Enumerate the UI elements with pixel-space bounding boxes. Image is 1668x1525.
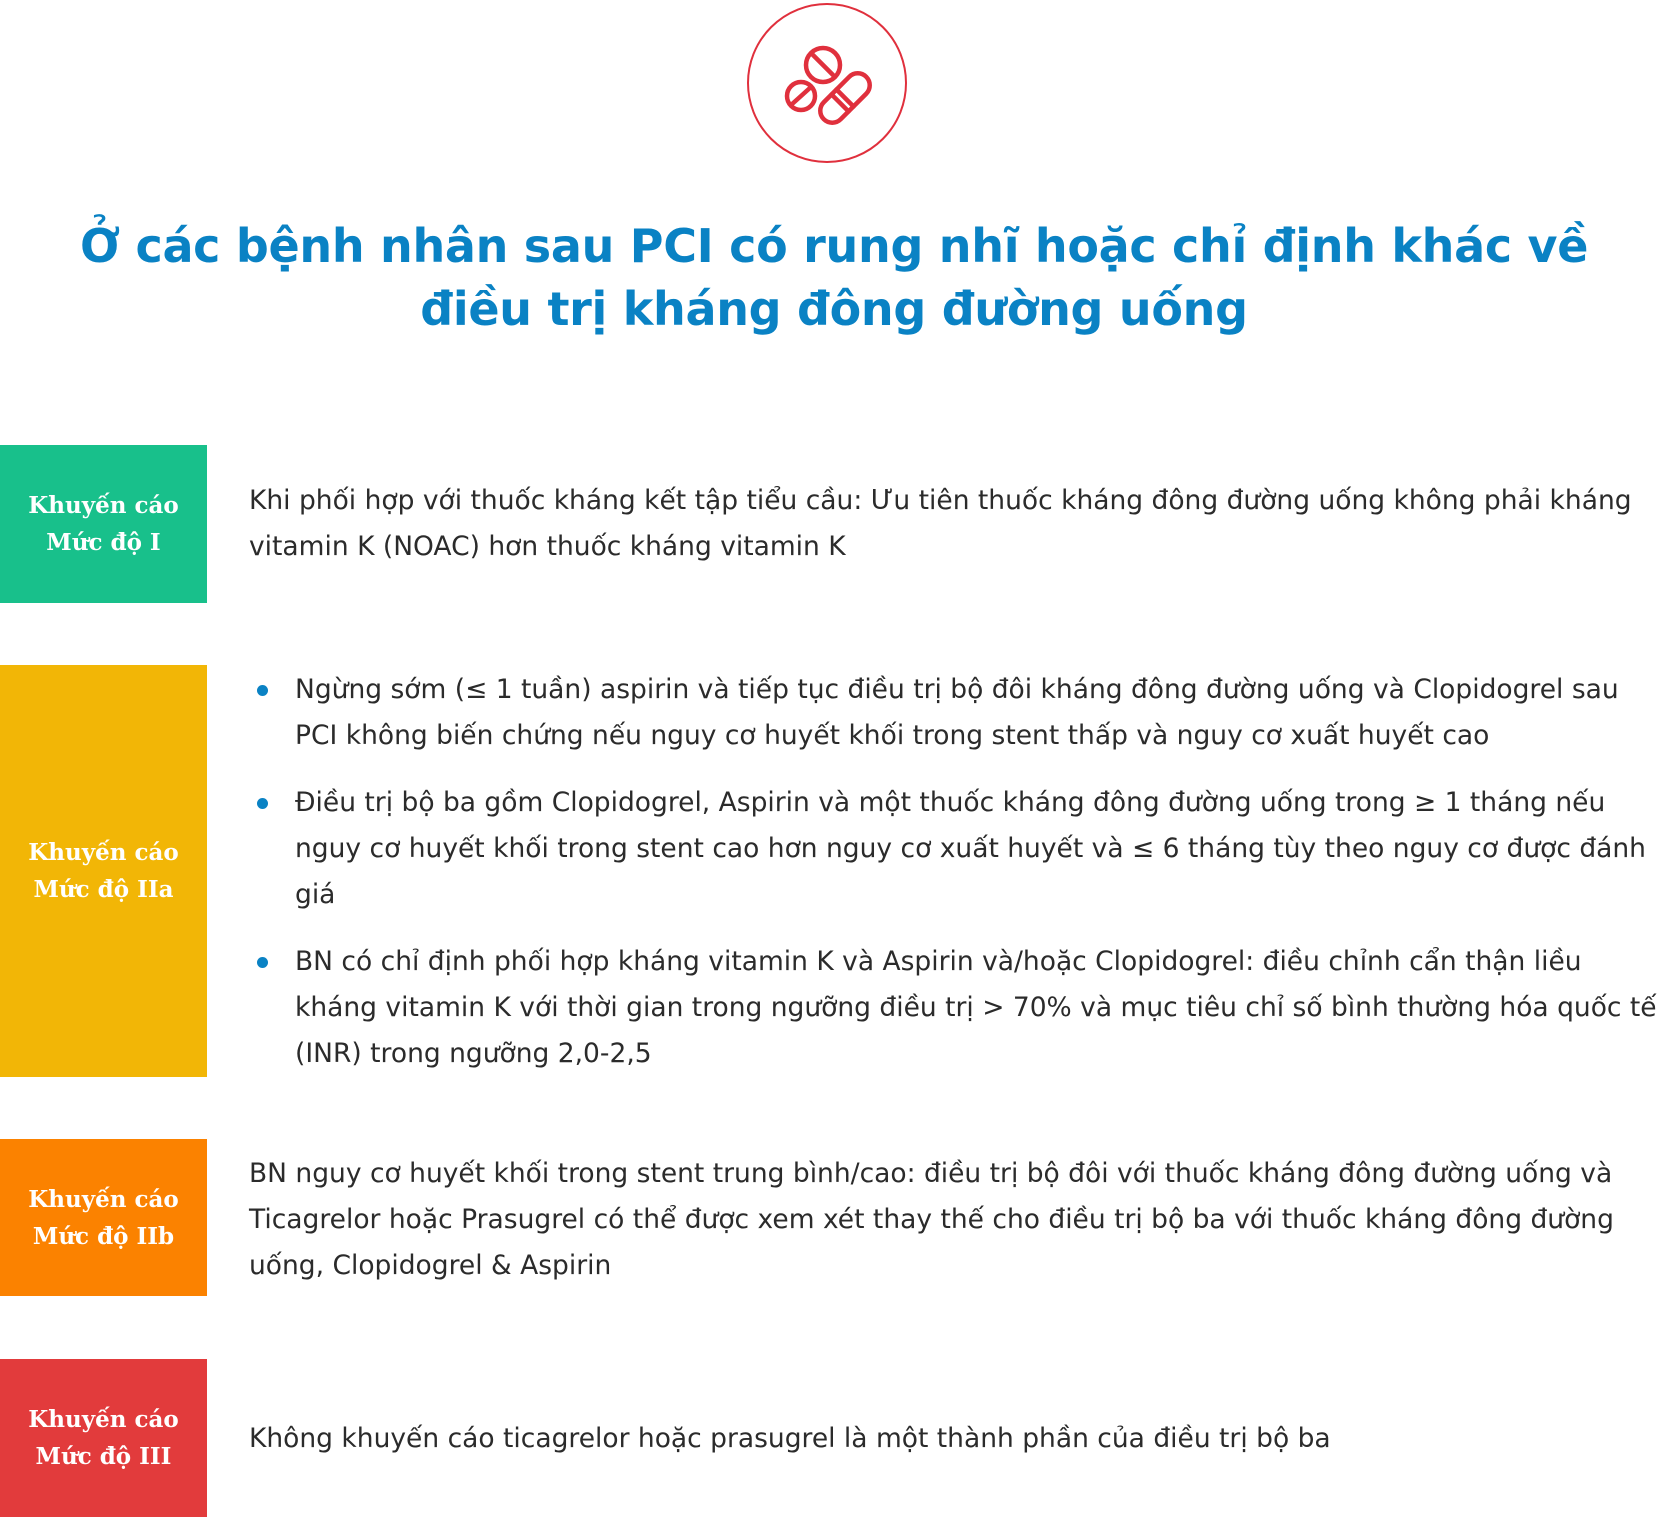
list-item: BN có chỉ định phối hợp kháng vitamin K và Aspirin và/hoặc Clopidogrel: điều chỉnh cẩn thận liều kháng vitamin K với thời gian trong ngưỡng điều trị > 70% và mục tiêu chỉ số bình thường hóa quốc tế (INR) trong ngưỡng 2,0-2,5: [249, 939, 1659, 1077]
level-label-line-1: Khuyến cáo: [28, 1406, 179, 1433]
list-item: Ngừng sớm (≤ 1 tuần) aspirin và tiếp tục điều trị bộ đôi kháng đông đường uống và Clopidogrel sau PCI không biến chứng nếu nguy cơ huyết khối trong stent thấp và nguy cơ xuất huyết cao: [249, 667, 1659, 759]
recommendation-level-i-text: Khi phối hợp với thuốc kháng kết tập tiểu cầu: Ưu tiên thuốc kháng đông đường uống không phải kháng vitamin K (NOAC) hơn thuốc kháng vitamin K: [249, 485, 1632, 562]
title-line-2: điều trị kháng đông đường uống: [420, 282, 1248, 336]
recommendation-level-iib-text: BN nguy cơ huyết khối trong stent trung bình/cao: điều trị bộ đôi với thuốc kháng đông đường uống và Ticagrelor hoặc Prasugrel có thể được xem xét thay thế cho điều trị bộ ba với thuốc kháng đông đường uống, Clopidogrel & Aspirin: [249, 1158, 1614, 1281]
level-label-line-2: Mức độ IIb: [32, 1222, 175, 1250]
level-label-line-1: Khuyến cáo: [28, 1185, 179, 1213]
recommendation-level-iii-text: Không khuyến cáo ticagrelor hoặc prasugrel là một thành phần của điều trị bộ ba: [249, 1423, 1331, 1454]
level-label-line-2: Mức độ I: [46, 529, 161, 556]
level-label-line-2: Mức độ IIa: [33, 876, 174, 903]
recommendation-level-iia-badge: [0, 665, 207, 1077]
recommendation-level-iib-badge: [0, 1139, 207, 1296]
page-title: [30, 215, 1638, 341]
recommendation-level-i-badge: [0, 445, 207, 603]
title-line-1: Ở các bệnh nhân sau PCI có rung nhĩ hoặc chỉ định khác về: [79, 219, 1589, 273]
list-item: Điều trị bộ ba gồm Clopidogrel, Aspirin và một thuốc kháng đông đường uống trong ≥ 1 tháng nếu nguy cơ huyết khối trong stent cao hơn nguy cơ xuất huyết và ≤ 6 tháng tùy theo nguy cơ được đánh giá: [249, 780, 1659, 918]
recommendation-level-iia-list: [249, 667, 1659, 1098]
pills-icon: [747, 3, 907, 163]
level-label-line-2: Mức độ III: [35, 1443, 172, 1470]
level-label-line-1: Khuyến cáo: [28, 839, 179, 866]
level-label-line-1: Khuyến cáo: [28, 492, 179, 519]
recommendation-level-iii-badge: [0, 1359, 207, 1517]
